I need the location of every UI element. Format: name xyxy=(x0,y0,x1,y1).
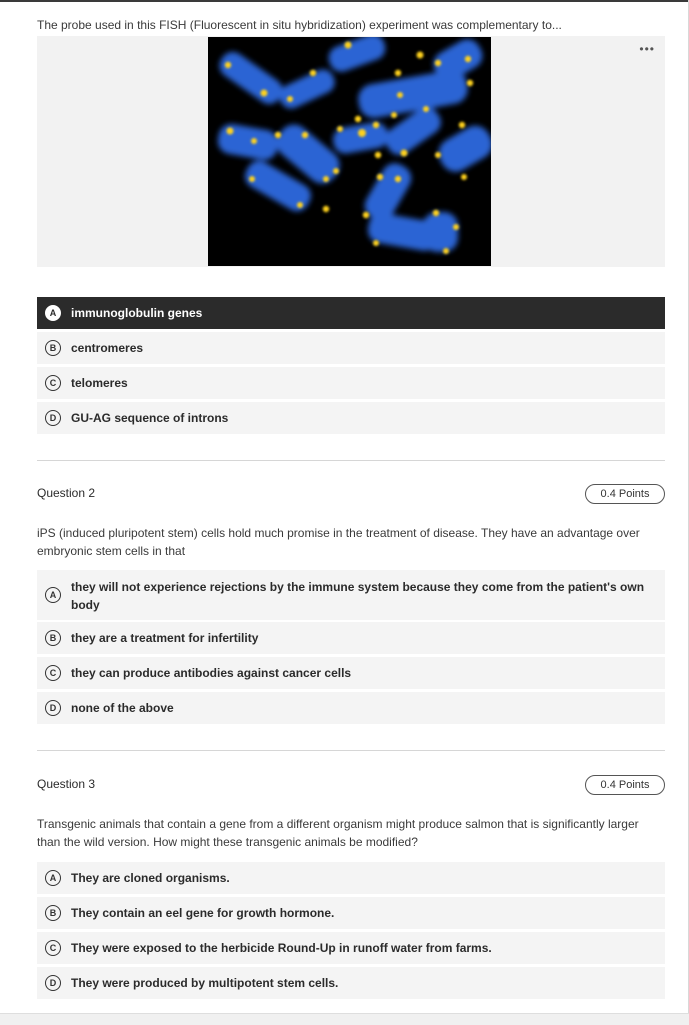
fish-chromosome-image xyxy=(208,37,491,266)
question-1-text: The probe used in this FISH (Fluorescent in situ hybridization) experiment was complementary to... xyxy=(37,18,562,32)
question-2-text: iPS (induced pluripotent stem) cells hold much promise in the treatment of disease. They have an advantage over embryonic stem cells in that xyxy=(37,526,640,558)
option-letter-badge: C xyxy=(45,940,61,956)
option-letter-badge: C xyxy=(45,665,61,681)
option-letter-badge: B xyxy=(45,630,61,646)
option-label: immunoglobulin genes xyxy=(71,306,203,320)
option-letter-badge: D xyxy=(45,410,61,426)
q2-option-c[interactable] xyxy=(37,657,665,689)
option-label: they are a treatment for infertility xyxy=(71,631,259,645)
option-label: They contain an eel gene for growth hormone. xyxy=(71,906,335,920)
option-letter-badge: D xyxy=(45,975,61,991)
top-bar xyxy=(0,0,689,2)
option-label: telomeres xyxy=(71,376,128,390)
q1-option-d[interactable] xyxy=(37,402,665,434)
option-letter-badge: A xyxy=(45,587,61,603)
more-options-icon[interactable]: ••• xyxy=(639,42,655,56)
section-divider xyxy=(37,460,665,461)
question-3-heading: Question 3 xyxy=(37,777,96,791)
option-letter-badge: C xyxy=(45,375,61,391)
q2-option-a[interactable] xyxy=(37,570,665,620)
q1-option-b[interactable] xyxy=(37,332,665,364)
q1-option-a[interactable] xyxy=(37,297,665,329)
question-3-points-badge: 0.4 Points xyxy=(585,775,665,795)
option-label: they will not experience rejections by the immune system because they come from the patient's own body xyxy=(71,580,645,612)
option-label: centromeres xyxy=(71,341,144,355)
option-label: They were exposed to the herbicide Round-Up in runoff water from farms. xyxy=(71,941,492,955)
q3-option-d[interactable] xyxy=(37,967,665,999)
q1-option-c[interactable] xyxy=(37,367,665,399)
option-letter-badge: D xyxy=(45,700,61,716)
question-3-text: Transgenic animals that contain a gene from a different organism might produce salmon that is significantly larger than the wild version. How might these transgenic animals be modified? xyxy=(37,817,639,849)
bottom-bar xyxy=(0,1013,689,1025)
q3-option-c[interactable] xyxy=(37,932,665,964)
option-label: GU-AG sequence of introns xyxy=(71,411,229,425)
option-label: They are cloned organisms. xyxy=(71,871,230,885)
option-letter-badge: A xyxy=(45,305,61,321)
q2-option-b[interactable] xyxy=(37,622,665,654)
option-letter-badge: B xyxy=(45,340,61,356)
question-2-points-badge: 0.4 Points xyxy=(585,484,665,504)
option-label: none of the above xyxy=(71,701,174,715)
option-letter-badge: A xyxy=(45,870,61,886)
option-label: they can produce antibodies against cancer cells xyxy=(71,666,352,680)
section-divider xyxy=(37,750,665,751)
question-2-heading: Question 2 xyxy=(37,486,96,500)
option-label: They were produced by multipotent stem cells. xyxy=(71,976,339,990)
q3-option-a[interactable] xyxy=(37,862,665,894)
option-letter-badge: B xyxy=(45,905,61,921)
fish-image-panel xyxy=(37,36,665,267)
q3-option-b[interactable] xyxy=(37,897,665,929)
q2-option-d[interactable] xyxy=(37,692,665,724)
